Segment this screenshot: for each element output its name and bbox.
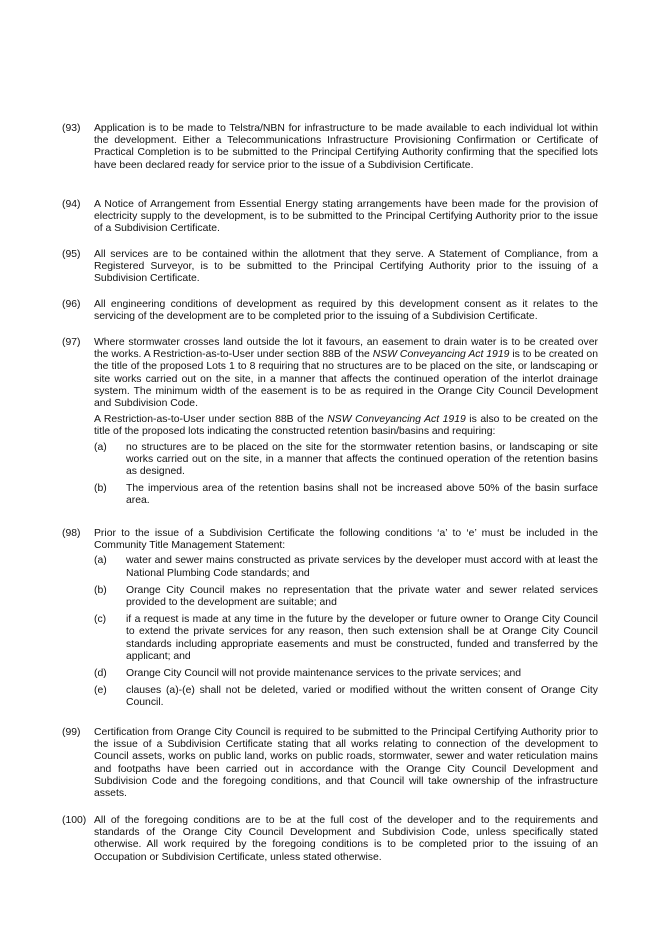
condition-98 (62, 528, 598, 710)
condition-96 (62, 299, 598, 323)
condition-97 (62, 337, 598, 508)
sub-item-text: if a request is made at any time in the future by the developer or future owner to Orange City Council to extend the private services for any reason, then such extension shall be at Orange City Council standards including appropriate easements and must be constructed, funded and transferred by the applicant; and (126, 614, 598, 662)
sub-item-c (94, 614, 598, 663)
sub-item-text: no structures are to be placed on the site for the stormwater retention basins, or landscaping or site works carried out on the site, in a manner that affects the continued operation of the retention basins as designed. (126, 441, 598, 478)
condition-text: All of the foregoing conditions are to be at the full cost of the developer and to the requirements and standards of the Orange City Council Development and Subdivision Code, unless specifically stated otherwise. All work required by the foregoing conditions is to be completed prior to the issuing of an Occupation or Subdivision Certificate, unless stated otherwise. (94, 815, 598, 863)
sub-item-d (94, 668, 598, 680)
sub-item-label: (d) (94, 668, 107, 680)
sub-item-label: (b) (94, 584, 107, 596)
condition-text: All services are to be contained within the allotment that they serve. A Statement of Compliance, from a Registered Surveyor, is to be submitted to the Principal Certifying Authority prior to the issuing of a Subdivision Certificate. (94, 249, 598, 285)
condition-number: (100) (62, 815, 87, 826)
condition-number: (94) (62, 199, 81, 210)
condition-94 (62, 199, 598, 236)
act-name: NSW Conveyancing Act 1919 (327, 414, 466, 426)
condition-number: (98) (62, 528, 81, 539)
sub-item-label: (b) (94, 483, 107, 495)
condition-100 (62, 815, 598, 864)
condition-number: (93) (62, 123, 81, 134)
sub-item-label: (c) (94, 614, 107, 626)
condition-99 (62, 727, 598, 800)
sub-item-text: The impervious area of the retention basins shall not be increased above 50% of the basin surface area. (126, 483, 598, 507)
sub-item-label: (e) (94, 685, 107, 697)
sub-item-b (94, 483, 598, 507)
sub-item-a (94, 555, 598, 579)
condition-text: Certification from Orange City Council is required to be submitted to the Principal Certifying Authority prior to the issue of a Subdivision Certificate stating that all works relating to connection of the development to Council assets, works on public land, works on public roads, stormwater, sewer and water reticulation mains and footpaths have been carried out in accordance with the Orange City Council Development and Subdivision Code and the foregoing conditions, and that Council will take ownership of the infrastructure assets. (94, 727, 598, 800)
condition-93 (62, 123, 598, 172)
act-name: NSW Conveyancing Act 1919 (372, 349, 510, 361)
sub-item-a (94, 442, 598, 479)
condition-text: Application is to be made to Telstra/NBN for infrastructure to be made available to each individual lot within the development. Either a Telecommunications Infrastructure Provisioning Confirmation or Certificate of Practical Completion is to be submitted to the Principal Certifying Authority confirming that the specified lots have been declared ready for service prior to the issue of a Subdivision Certificate. (94, 123, 598, 171)
condition-text: A Restriction-as-to-User under section 88B of the NSW Conveyancing Act 1919 is also to be created on the title of the proposed lots indicating the constructed retention basin/basins and requiring: (94, 414, 599, 438)
sub-item-label: (a) (94, 555, 107, 567)
condition-number: (96) (62, 299, 81, 310)
condition-number: (99) (62, 727, 81, 738)
condition-number: (97) (62, 337, 81, 348)
sub-item-text: water and sewer mains constructed as private services by the developer must accord with at least the National Plumbing Code standards; and (126, 555, 598, 579)
condition-text: Where stormwater crosses land outside the lot it favours, an easement to drain water is to be created over the works. A Restriction-as-to-User under section 88B of the NSW Conveyancing Act 1919 is to be created on the title of the proposed Lots 1 to 8 requiring that no structures are to be placed on the site, or landscaping or site works carried out on the site, in a manner that affects the continued operation of the interlot drainage system. The minimum width of the easement is to be as required in the Orange City Council Development and Subdivision Code. (94, 337, 598, 410)
sub-item-e (94, 685, 598, 709)
sub-item-text: Orange City Council will not provide maintenance services to the private services; and (126, 668, 522, 680)
condition-text: Prior to the issue of a Subdivision Certificate the following conditions ‘a’ to ‘e’ must be included in the Community Title Management Statement: (94, 528, 598, 552)
sub-item-label: (a) (94, 441, 107, 453)
sub-item-text: clauses (a)-(e) shall not be deleted, varied or modified without the written consent of Orange City Council. (126, 685, 598, 709)
condition-text: All engineering conditions of development as required by this development consent as it relates to the servicing of the development are to be completed prior to the issuing of a Subdivision Certificate. (94, 299, 598, 323)
condition-95 (62, 249, 598, 286)
sub-item-b (94, 585, 598, 609)
condition-number: (95) (62, 249, 81, 260)
sub-item-text: Orange City Council makes no representation that the private water and sewer related services provided to the development are suitable; and (126, 584, 598, 609)
condition-text: A Notice of Arrangement from Essential Energy stating arrangements have been made for the provision of electricity supply to the development, is to be submitted to the Principal Certifying Authority prior to the issue of a Subdivision Certificate. (94, 199, 598, 235)
